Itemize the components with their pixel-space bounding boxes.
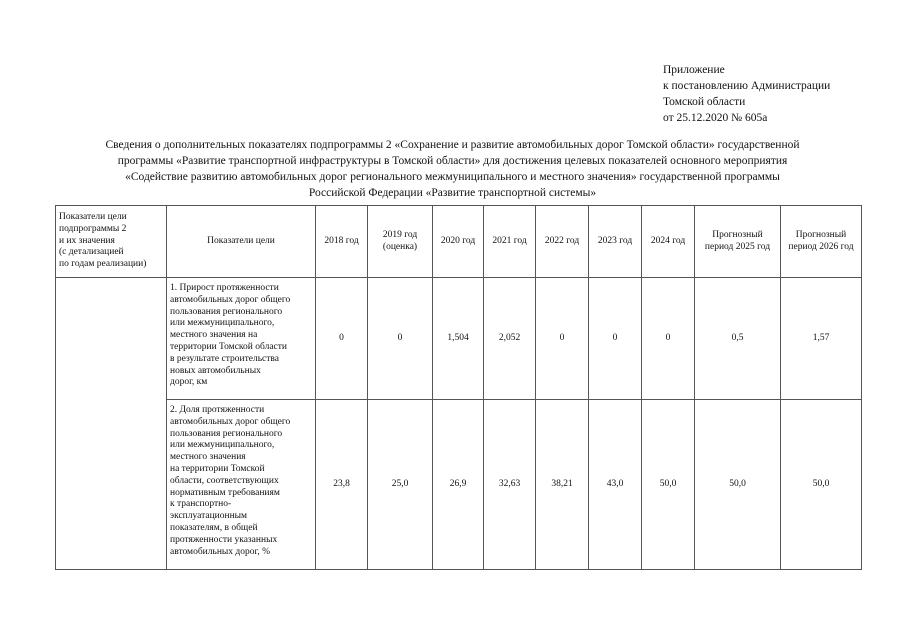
header-line: (оценка): [382, 241, 418, 252]
value-2024: 50,0: [642, 400, 695, 570]
desc-line: пользования регионального: [170, 428, 283, 439]
desc-line: местного значения на: [170, 330, 258, 341]
appendix-block: [663, 62, 830, 126]
heading-line-3: «Содействие развитию автомобильных дорог регионального межмуниципального и местного значения» государственной программы: [125, 171, 780, 183]
value-2021: 2,052: [484, 278, 536, 400]
heading-line-4: Российской Федерации «Развитие транспортной системы»: [308, 187, 597, 199]
document-heading: [40, 137, 865, 201]
value-2020: 26,9: [433, 400, 484, 570]
header-2022: 2022 год: [536, 206, 589, 278]
desc-line: показателям, в общей: [170, 522, 258, 533]
table-row: [56, 278, 862, 400]
header-line: по годам реализации): [59, 259, 147, 270]
desc-line: автомобильных дорог, %: [170, 546, 270, 557]
desc-line: автомобильных дорог общего: [170, 294, 291, 305]
desc-line: или межмуниципального,: [170, 440, 275, 451]
value-2026: 50,0: [781, 400, 862, 570]
header-line: Прогнозный: [795, 229, 847, 240]
value-2019: 25,0: [368, 400, 433, 570]
desc-line: пользования регионального: [170, 306, 283, 317]
appendix-line-3: Томской области: [663, 96, 746, 108]
value-2022: 38,21: [536, 400, 589, 570]
desc-line: территории Томской области: [170, 341, 288, 352]
value-2022: 0: [536, 278, 589, 400]
desc-line: в результате строительства: [170, 353, 279, 364]
header-line: и их значения: [59, 235, 115, 246]
table-header-row: [56, 206, 862, 278]
appendix-line-2: к постановлению Администрации: [663, 80, 831, 92]
header-2023: 2023 год: [589, 206, 642, 278]
header-line: Прогнозный: [712, 229, 763, 240]
header-2019: [368, 206, 433, 278]
desc-line: автомобильных дорог общего: [170, 416, 291, 427]
value-2018: 23,8: [316, 400, 368, 570]
desc-line: дорог, км: [170, 377, 208, 388]
desc-line: области, соответствующих: [170, 475, 279, 486]
indicator-description: [167, 400, 316, 570]
heading-line-2: программы «Развитие транспортной инфраструктуры в Томской области» для достижения целевых показателей основного мероприятия: [117, 155, 788, 167]
appendix-line-4: от 25.12.2020 № 605а: [663, 112, 768, 124]
header-line: период 2025 год: [704, 241, 771, 252]
header-line: подпрограммы 2: [59, 223, 127, 234]
value-2025: 0,5: [695, 278, 781, 400]
header-2021: 2021 год: [484, 206, 536, 278]
header-indicators: Показатели цели: [167, 206, 316, 278]
value-2023: 43,0: [589, 400, 642, 570]
header-2020: 2020 год: [433, 206, 484, 278]
header-line: Показатели цели: [59, 212, 127, 222]
value-2020: 1,504: [433, 278, 484, 400]
header-line: 2019 год: [382, 229, 418, 240]
header-line: (с детализацией: [59, 247, 124, 258]
desc-line: эксплуатационным: [170, 511, 248, 522]
table-row: [56, 400, 862, 570]
header-goal-values: [56, 206, 167, 278]
heading-line-1: Сведения о дополнительных показателях подпрограммы 2 «Сохранение и развитие автомобильных дорог Томской области» государственной: [105, 139, 800, 151]
desc-line: 2. Доля протяженности: [170, 405, 265, 415]
value-2024: 0: [642, 278, 695, 400]
value-2023: 0: [589, 278, 642, 400]
desc-line: к транспортно-: [170, 499, 232, 510]
header-2018: 2018 год: [316, 206, 368, 278]
desc-line: 1. Прирост протяженности: [170, 283, 279, 293]
value-2025: 50,0: [695, 400, 781, 570]
indicator-description: [167, 278, 316, 400]
desc-line: местного значения: [170, 452, 246, 463]
goal-values-cell: [56, 278, 167, 570]
header-line: период 2026 год: [788, 241, 854, 252]
header-forecast-2026: [781, 206, 862, 278]
desc-line: на территории Томской: [170, 463, 265, 474]
desc-line: нормативным требованиям: [170, 487, 280, 498]
value-2021: 32,63: [484, 400, 536, 570]
value-2018: 0: [316, 278, 368, 400]
desc-line: или межмуниципального,: [170, 318, 275, 329]
desc-line: протяженности указанных: [170, 534, 278, 545]
value-2026: 1,57: [781, 278, 862, 400]
header-forecast-2025: [695, 206, 781, 278]
indicators-table: [55, 205, 862, 570]
header-2024: 2024 год: [642, 206, 695, 278]
appendix-line-1: Приложение: [663, 64, 725, 76]
value-2019: 0: [368, 278, 433, 400]
desc-line: новых автомобильных: [170, 365, 261, 376]
